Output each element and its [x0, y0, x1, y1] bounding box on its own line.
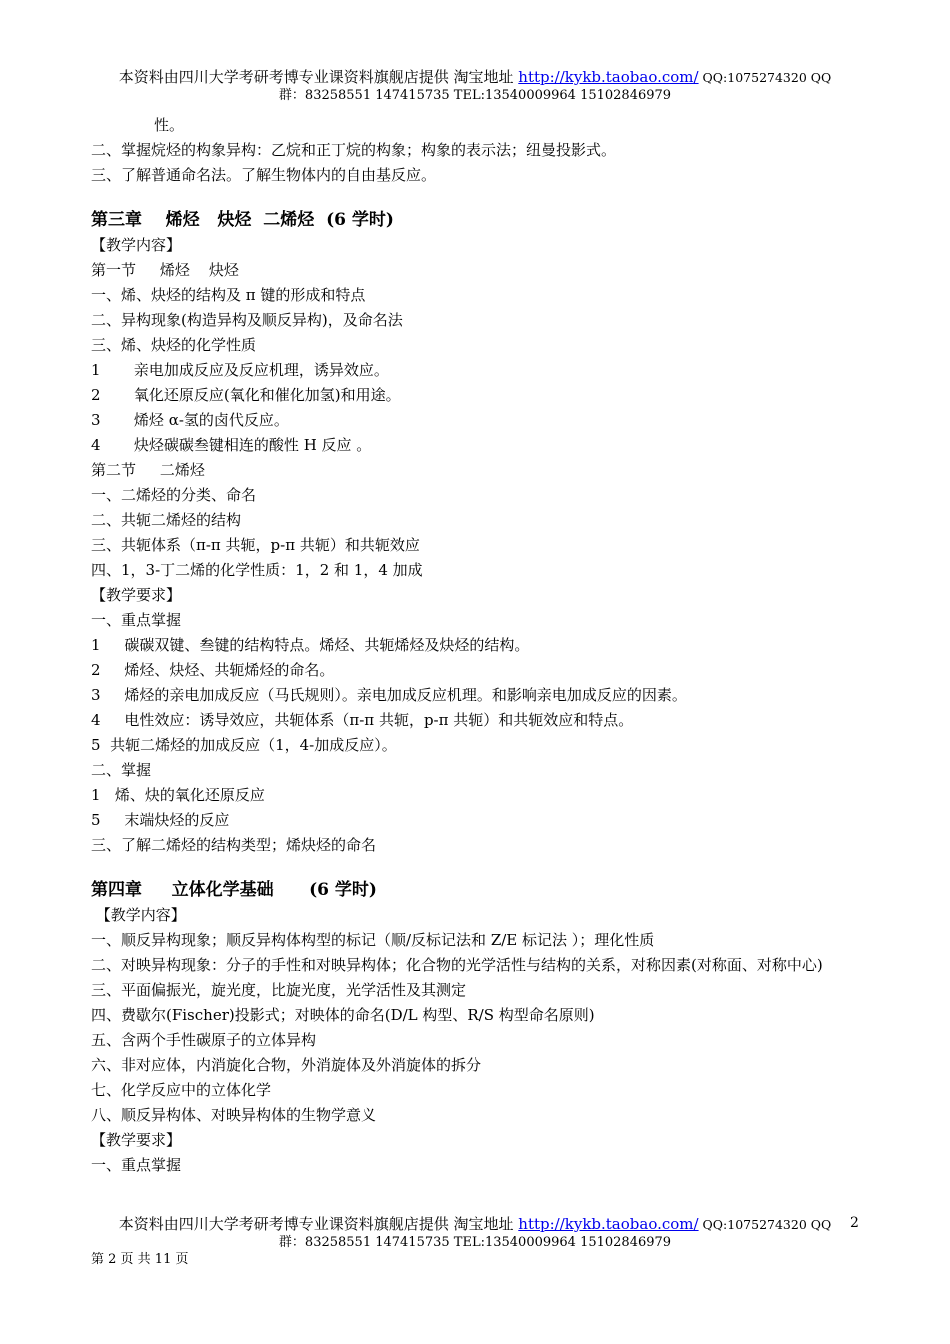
footer-line1	[0, 1214, 950, 1235]
header-line2: 群：83258551 147415735 TEL:13540009964 15102846979	[278, 88, 672, 103]
header-text: 本资料由四川大学考研考博专业课资料旗舰店提供 淘宝地址	[118, 68, 519, 86]
footer-text: 本资料由四川大学考研考博专业课资料旗舰店提供 淘宝地址	[118, 1215, 519, 1233]
section-header: 【教学内容】	[91, 236, 182, 254]
text-line: 2 氧化还原反应(氧化和催化加氢)和用途。	[91, 386, 401, 404]
text-line: 四、1，3-丁二烯的化学性质：1，2 和 1，4 加成	[91, 561, 423, 579]
text-line: 5 共轭二烯烃的加成反应（1，4-加成反应）。	[91, 736, 397, 754]
taobao-link-footer[interactable]: http://kykb.taobao.com/	[518, 1215, 699, 1233]
taobao-link[interactable]: http://kykb.taobao.com/	[518, 68, 699, 86]
text-line: 3 烯烃 α-氢的卤代反应。	[91, 411, 289, 429]
text-line: 2 烯烃、炔烃、共轭烯烃的命名。	[91, 661, 335, 679]
footer-line2: 群：83258551 147415735 TEL:13540009964 15102846979	[278, 1235, 672, 1250]
text-line: 八、顺反异构体、对映异构体的生物学意义	[91, 1106, 377, 1124]
text-line: 第二节 二烯烃	[91, 461, 205, 479]
text-line: 4 电性效应：诱导效应，共轭体系（π-π 共轭，p-π 共轭）和共轭效应和特点。	[91, 711, 634, 729]
text-line: 五、含两个手性碳原子的立体异构	[91, 1031, 317, 1049]
text-line: 第一节 烯烃 炔烃	[91, 261, 239, 279]
header-line1	[0, 67, 950, 88]
footer-qq: QQ:1075274320 QQ	[698, 1217, 832, 1232]
page-number: 2	[850, 1215, 859, 1231]
text-line: 七、化学反应中的立体化学	[91, 1081, 272, 1099]
text-line: 3 烯烃的亲电加成反应（马氏规则）。亲电加成反应机理。和影响亲电加成反应的因素。	[91, 686, 687, 704]
text-line: 二、异构现象(构造异构及顺反异构)，及命名法	[91, 311, 403, 329]
text-line: 三、了解普通命名法。了解生物体内的自由基反应。	[91, 166, 437, 184]
chapter-4-title: 第四章 立体化学基础 (6 学时)	[91, 880, 377, 900]
section-header: 【教学要求】	[91, 586, 182, 604]
header-qq: QQ:1075274320 QQ	[698, 70, 832, 85]
text-line: 三、共轭体系（π-π 共轭，p-π 共轭）和共轭效应	[91, 536, 420, 554]
section-header: 【教学要求】	[91, 1131, 182, 1149]
text-line: 二、对映异构现象：分子的手性和对映异构体；化合物的光学活性与结构的关系，对称因素(对称面、对称中心)	[91, 956, 823, 974]
chapter-3-title: 第三章 烯烃 炔烃 二烯烃 (6 学时)	[91, 210, 394, 230]
document-body	[91, 113, 871, 1178]
text-line: 1 亲电加成反应及反应机理，诱异效应。	[91, 361, 389, 379]
section-header: 【教学内容】	[91, 906, 186, 924]
text-line: 四、费歇尔(Fischer)投影式；对映体的命名(D/L 构型、R/S 构型命名原则)	[91, 1006, 595, 1024]
text-line: 性。	[154, 116, 185, 134]
text-line: 一、重点掌握	[91, 611, 182, 629]
text-line: 三、平面偏振光，旋光度，比旋光度，光学活性及其测定	[91, 981, 467, 999]
text-line: 二、共轭二烯烃的结构	[91, 511, 242, 529]
text-line: 二、掌握	[91, 761, 152, 779]
text-line: 六、非对应体，内消旋化合物，外消旋体及外消旋体的拆分	[91, 1056, 482, 1074]
text-line: 三、了解二烯烃的结构类型；烯炔烃的命名	[91, 836, 377, 854]
text-line: 一、烯、炔烃的结构及 π 键的形成和特点	[91, 286, 366, 304]
text-line: 一、二烯烃的分类、命名	[91, 486, 257, 504]
text-line: 一、顺反异构现象；顺反异构体构型的标记（顺/反标记法和 Z/E 标记法 ）；理化性质	[91, 931, 655, 949]
text-line: 5 末端炔烃的反应	[91, 811, 230, 829]
text-line: 4 炔烃碳碳叁键相连的酸性 H 反应 。	[91, 436, 372, 454]
text-line: 1 烯、炔的氧化还原反应	[91, 786, 265, 804]
text-line: 1 碳碳双键、叁键的结构特点。烯烃、共轭烯烃及炔烃的结构。	[91, 636, 530, 654]
text-line: 二、掌握烷烃的构象异构：乙烷和正丁烷的构象；构象的表示法；纽曼投影式。	[91, 141, 617, 159]
page-count: 第 2 页 共 11 页	[91, 1252, 189, 1267]
text-line: 三、烯、炔烃的化学性质	[91, 336, 257, 354]
text-line: 一、重点掌握	[91, 1156, 182, 1174]
